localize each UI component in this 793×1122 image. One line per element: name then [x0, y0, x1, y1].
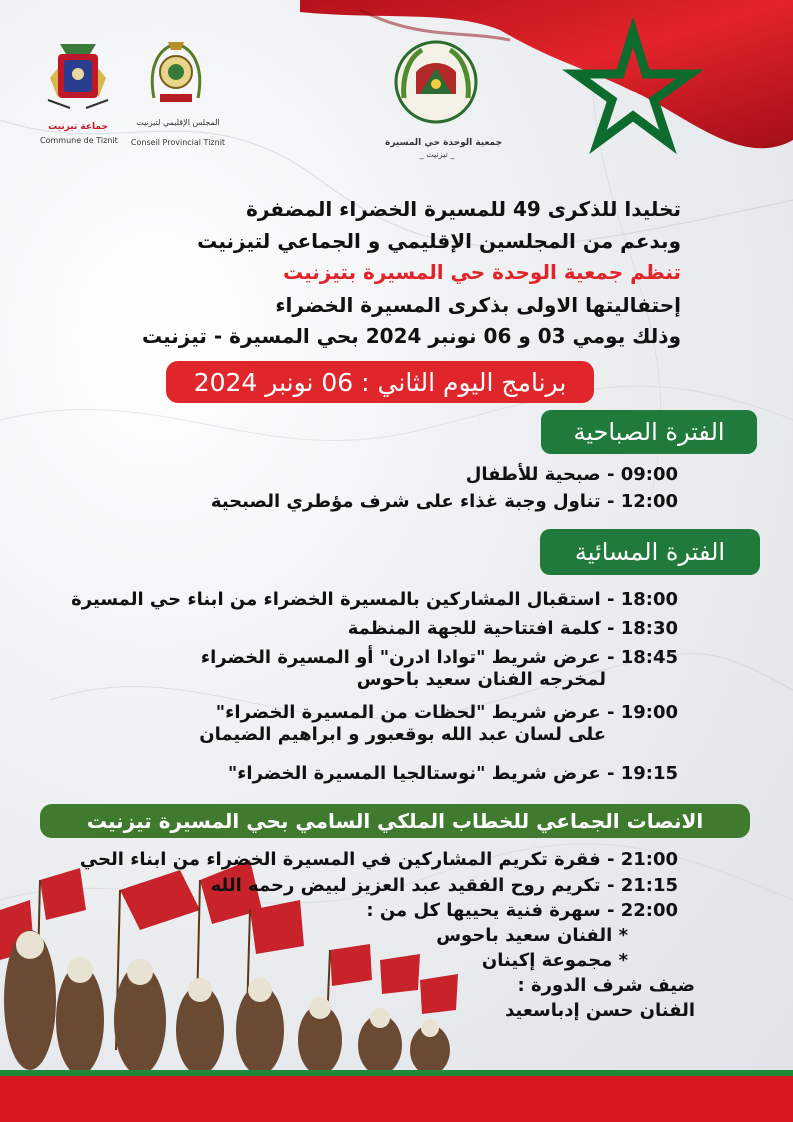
day-program-banner: برنامج اليوم الثاني : 06 نونبر 2024 — [166, 361, 594, 403]
item-time: 09:00 - — [606, 464, 678, 485]
item-text: فقرة تكريم المشاركين في المسيرة الخضراء من ابناء الحي — [79, 849, 601, 870]
item-time: 19:15 - — [606, 763, 678, 784]
council-logo-caption-ar: المجلس الإقليمي لتيزنيت — [136, 118, 220, 127]
night-item-2 — [205, 875, 678, 897]
bottom-red-stripe — [0, 1076, 793, 1122]
evening-item-5 — [222, 763, 678, 785]
item-time: 12:00 - — [606, 491, 678, 512]
performer-2: * مجموعة إكينان — [481, 950, 628, 971]
moroccan-flag-top — [300, 0, 793, 170]
item-time: 18:30 - — [606, 618, 678, 639]
morning-section-title: الفترة الصباحية — [541, 410, 757, 454]
item-time: 21:15 - — [606, 875, 678, 896]
association-logo — [392, 38, 480, 126]
commune-logo-caption-ar: جماعة تيزنيت — [48, 122, 108, 132]
item-text: استقبال المشاركين بالمسيرة الخضراء من ابناء حي المسيرة — [71, 589, 601, 610]
commune-tiznit-logo — [40, 38, 116, 118]
performer-1: * الفنان سعيد باحوس — [436, 925, 628, 946]
association-logo-caption-ar: جمعية الوحدة حي المسيرة — [385, 138, 503, 148]
headline-line-1: تخليدا للذكرى 49 للمسيرة الخضراء المضفرة — [246, 197, 681, 221]
item-text: كلمة افتتاحية للجهة المنظمة — [347, 618, 601, 639]
evening-item-3 — [195, 647, 678, 691]
night-item-3 — [360, 900, 678, 922]
morning-item-2 — [205, 491, 678, 513]
commune-logo-caption-fr: Commune de Tiznit — [40, 136, 118, 145]
item-text: صبحية للأطفال — [465, 464, 601, 485]
item-subtext: لمخرجه الفنان سعيد باحوس — [356, 669, 606, 690]
item-time: 21:00 - — [606, 849, 678, 870]
item-text: عرض شريط "لحظات من المسيرة الخضراء" — [215, 702, 601, 723]
item-time: 18:45 - — [606, 647, 678, 668]
item-text: تناول وجبة غذاء على شرف مؤطري الصبحية — [210, 491, 601, 512]
association-logo-caption-city: _ تيزنيت _ — [419, 150, 455, 159]
evening-item-2 — [342, 618, 678, 640]
council-logo-caption-fr: Conseil Provincial Tiznit — [130, 138, 226, 147]
guest-of-honor-name: الفنان حسن إدباسعيد — [505, 1000, 695, 1021]
morning-item-1 — [460, 464, 678, 486]
item-time: 22:00 - — [606, 900, 678, 921]
item-text: عرض شريط "توادا ادرن" أو المسيرة الخضراء — [200, 647, 601, 668]
item-text: تكريم روح الفقيد عبد العزيز لبيض رحمه الله — [210, 875, 601, 896]
item-subtext: على لسان عبد الله بوقعبور و ابراهيم الضيمان — [199, 724, 606, 745]
night-item-1 — [74, 849, 678, 871]
item-time: 18:00 - — [606, 589, 678, 610]
headline-line-5: وذلك يومي 03 و 06 نونبر 2024 بحي المسيرة - تيزنيت — [141, 324, 681, 348]
evening-section-title: الفترة المسائية — [540, 529, 760, 575]
item-text: سهرة فنية يحييها كل من : — [366, 900, 601, 921]
evening-item-1 — [65, 589, 678, 611]
evening-item-4 — [199, 702, 678, 746]
headline-line-4: إحتفاليتها الاولى بذكرى المسيرة الخضراء — [275, 293, 681, 317]
item-text: عرض شريط "نوستالجيا المسيرة الخضراء" — [227, 763, 601, 784]
provincial-council-logo — [148, 38, 204, 112]
royal-speech-listening-bar: الانصات الجماعي للخطاب الملكي السامي بحي المسيرة تيزنيت — [40, 804, 750, 838]
headline-line-3: تنظم جمعية الوحدة حي المسيرة بتيزنيت — [282, 260, 681, 284]
headline-line-2: وبدعم من المجلسين الإقليمي و الجماعي لتيزنيت — [197, 229, 681, 253]
item-time: 19:00 - — [606, 702, 678, 723]
guest-of-honor-label: ضيف شرف الدورة : — [517, 975, 695, 996]
